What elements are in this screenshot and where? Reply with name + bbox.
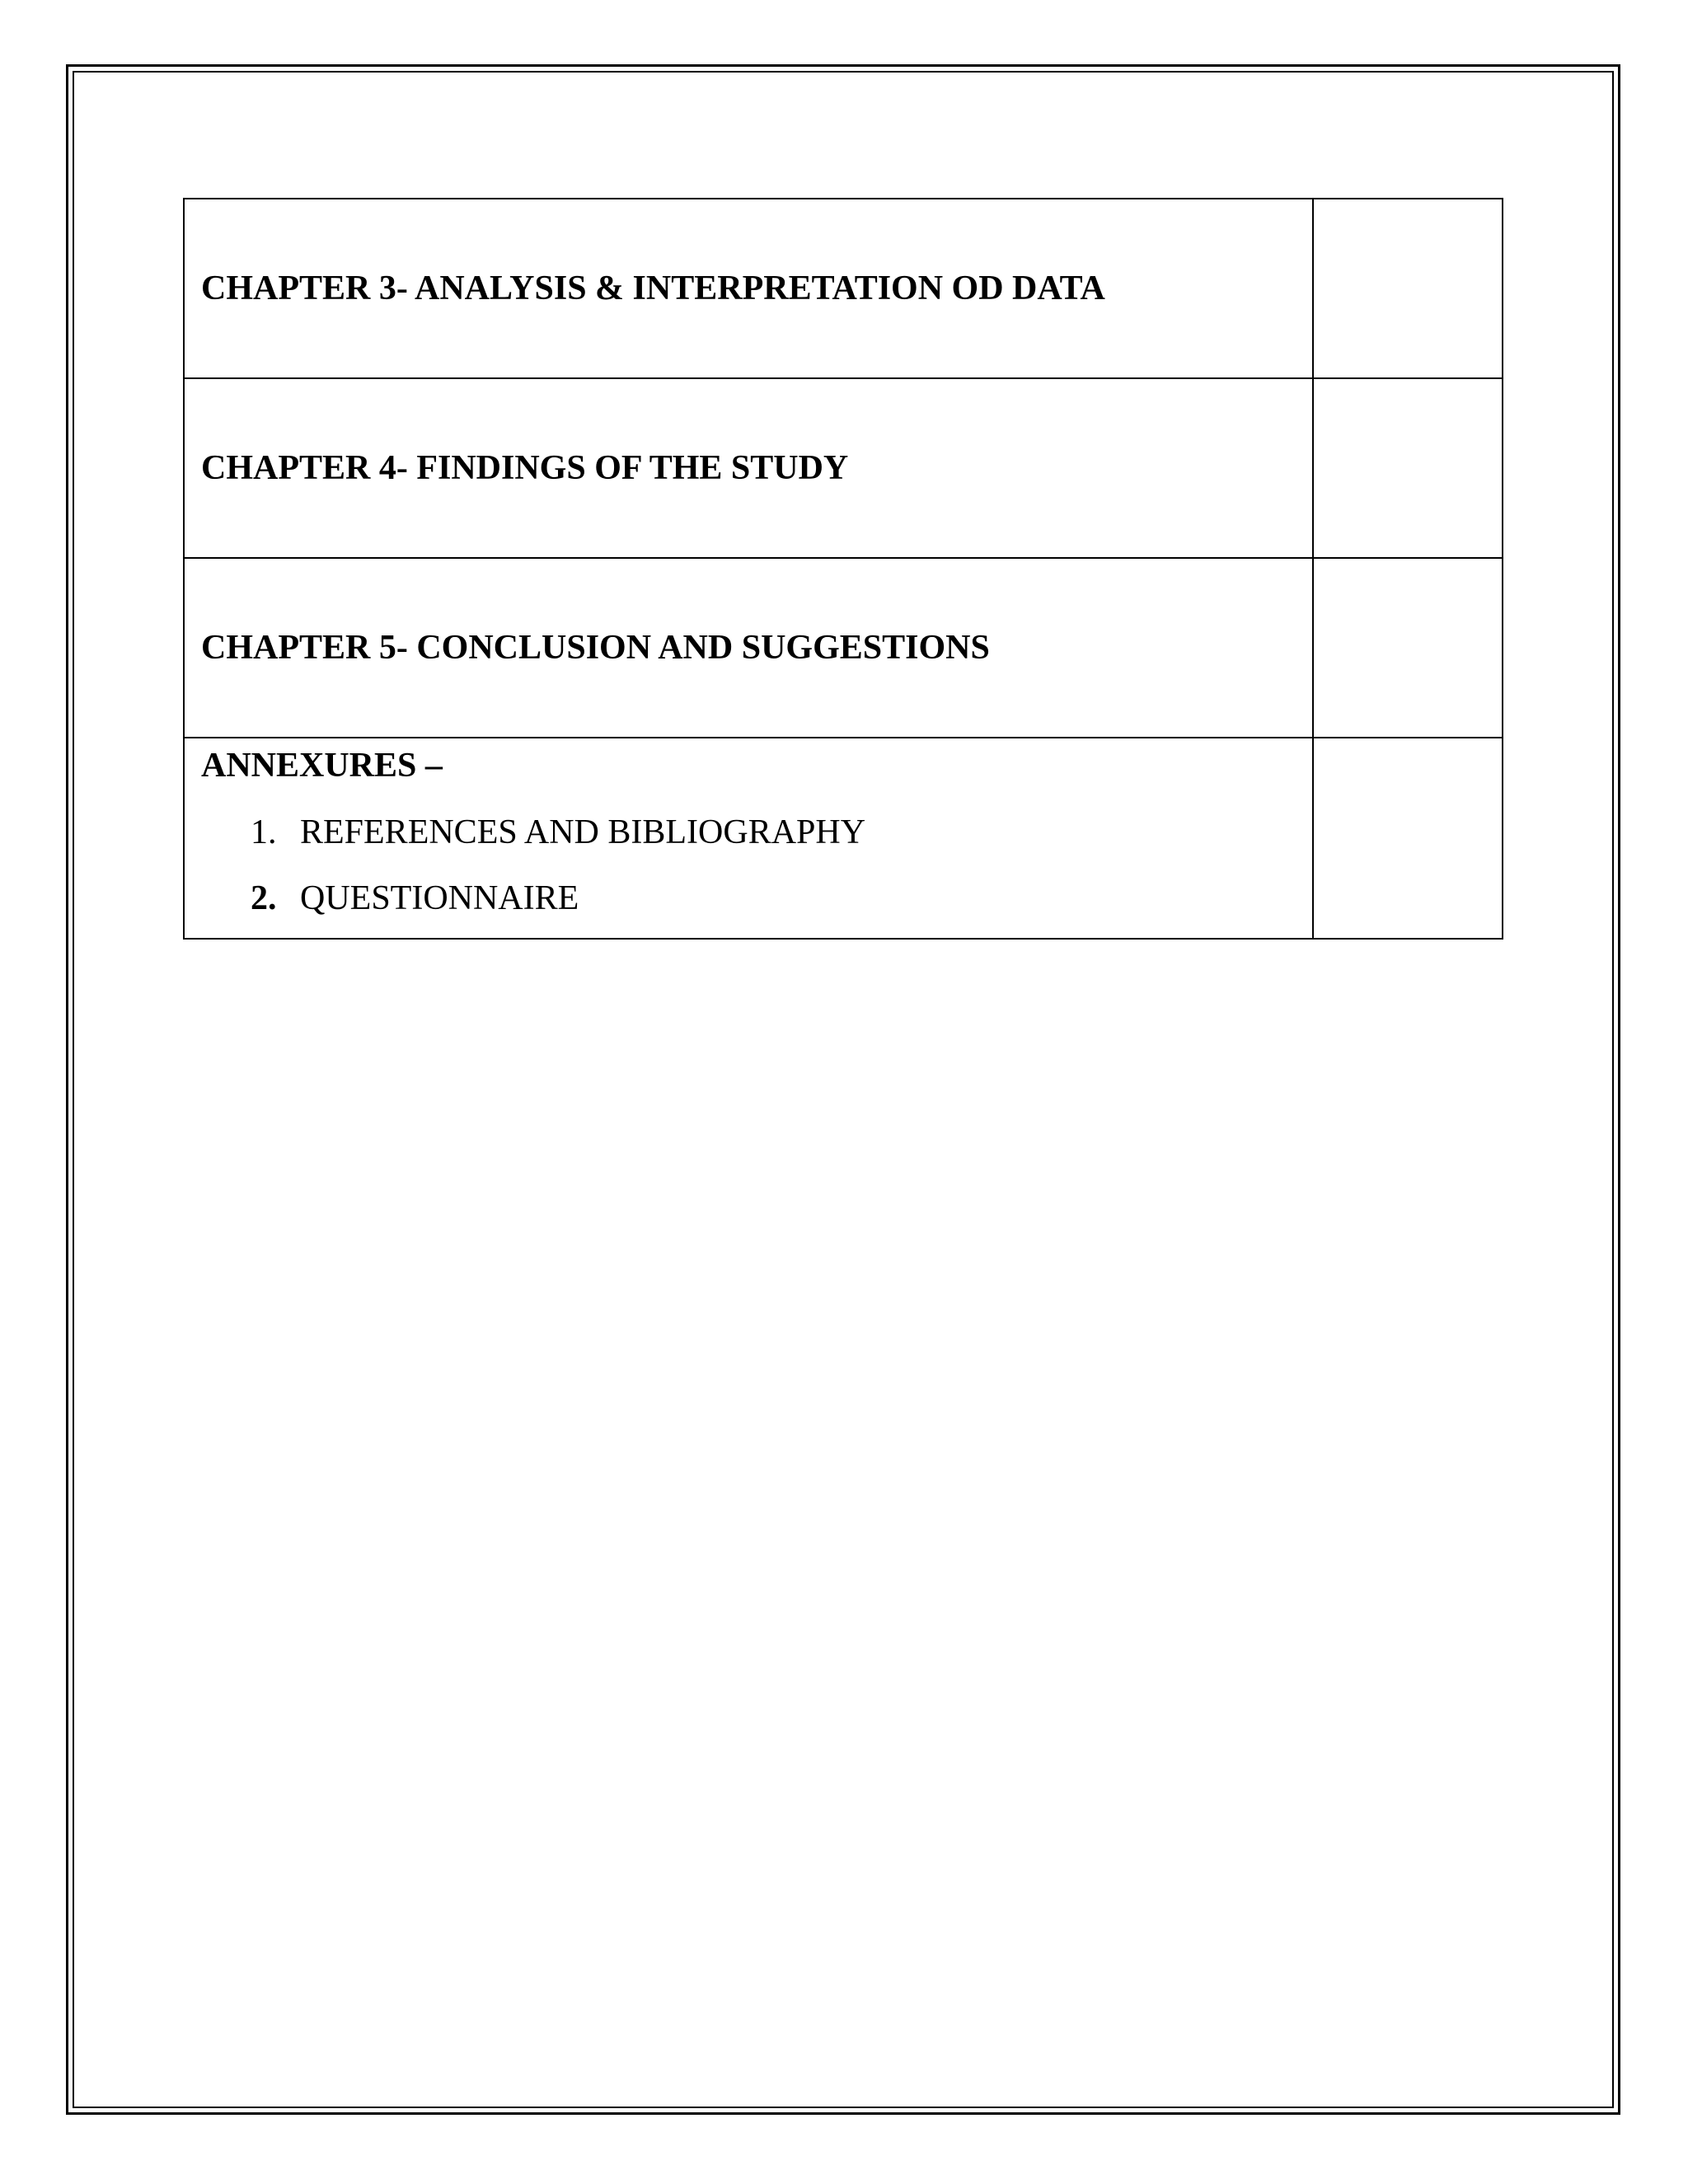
- chapter-3-title: CHAPTER 3- ANALYSIS & INTERPRETATION OD DATA: [201, 269, 1105, 307]
- chapter-title-cell: [184, 378, 1313, 558]
- chapter-title-cell: [184, 199, 1313, 378]
- page-number-cell: [1313, 199, 1503, 378]
- page-number-cell: [1313, 738, 1503, 939]
- table-row: [184, 558, 1503, 738]
- list-item-number: 2.: [251, 879, 277, 918]
- table-row: [184, 199, 1503, 378]
- list-item: [201, 799, 1296, 865]
- list-item-text: REFERENCES AND BIBLIOGRAPHY: [300, 813, 866, 852]
- table-row: [184, 378, 1503, 558]
- chapter-5-title: CHAPTER 5- CONCLUSION AND SUGGESTIONS: [201, 628, 990, 667]
- page-number-cell: [1313, 378, 1503, 558]
- table-row: [184, 738, 1503, 939]
- list-item-number: 1.: [251, 813, 277, 852]
- list-item-text: QUESTIONNAIRE: [300, 879, 579, 918]
- page-number-cell: [1313, 558, 1503, 738]
- chapter-4-title: CHAPTER 4- FINDINGS OF THE STUDY: [201, 448, 849, 487]
- annexures-heading: ANNEXURES –: [201, 747, 443, 785]
- table-of-contents: [183, 198, 1503, 940]
- annexures-cell: [184, 738, 1313, 939]
- annexures-list: [201, 799, 1296, 931]
- chapter-title-cell: [184, 558, 1313, 738]
- list-item: [201, 865, 1296, 931]
